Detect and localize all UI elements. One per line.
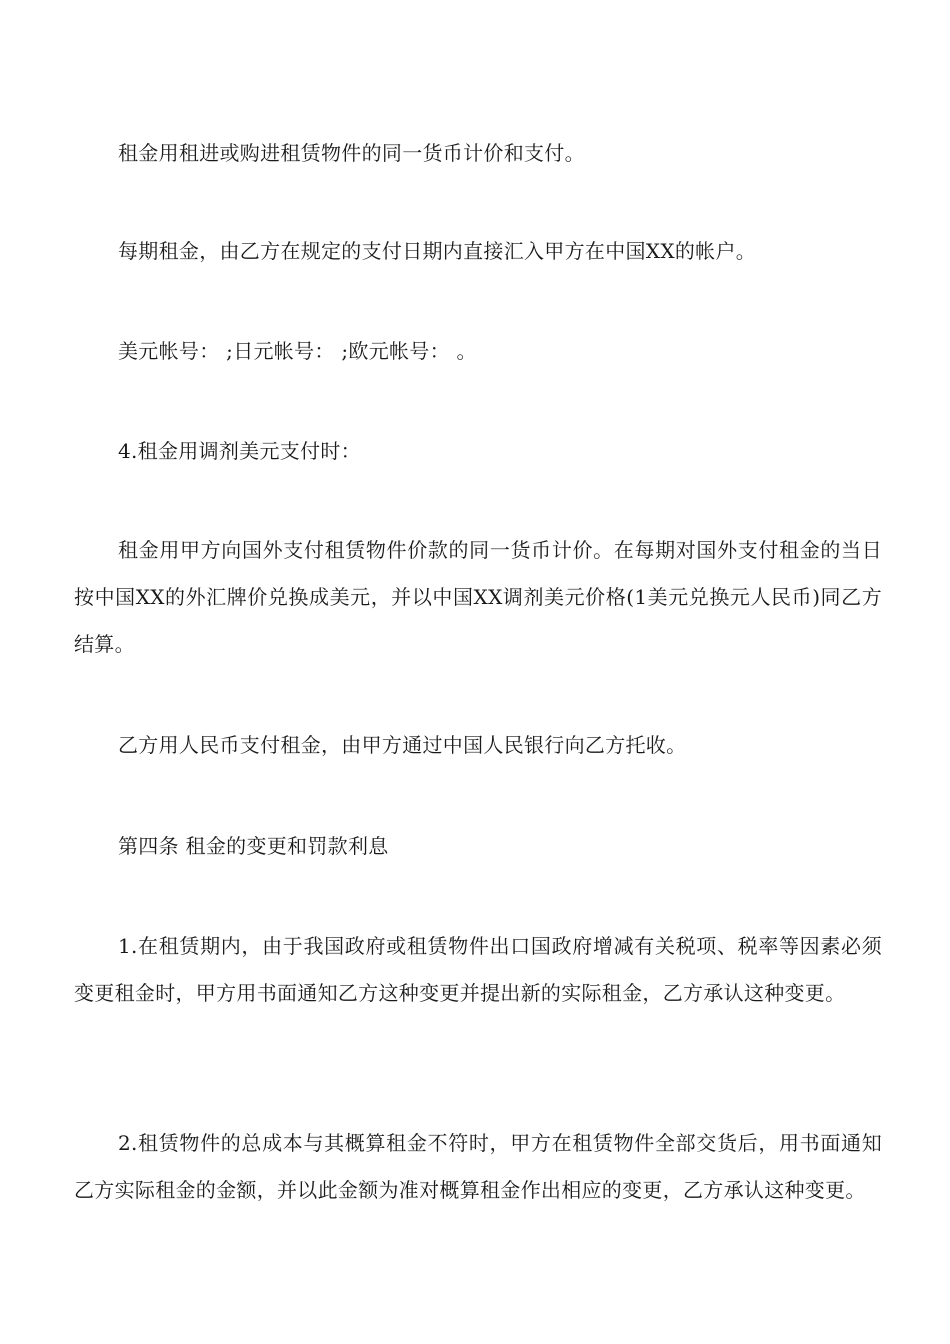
paragraph-cost-change: 2.租赁物件的总成本与其概算租金不符时，甲方在租赁物件全部交货后，用书面通知乙方实际租金的金额，并以此金额为准对概算租金作出相应的变更，乙方承认这种变更。	[74, 1131, 882, 1202]
article-four-heading: 第四条 租金的变更和罚款利息	[118, 834, 389, 858]
paragraph-tax-change: 1.在租赁期内，由于我国政府或租赁物件出口国政府增减有关税项、税率等因素必须变更租金时，甲方用书面通知乙方这种变更并提出新的实际租金，乙方承认这种变更。	[74, 934, 882, 1005]
paragraph-rmb-payment: 乙方用人民币支付租金，由甲方通过中国人民银行向乙方托收。	[118, 733, 687, 757]
paragraph-usd-adjustment-heading: 4.租金用调剂美元支付时：	[118, 439, 361, 463]
paragraph-usd-settlement: 租金用甲方向国外支付租赁物件价款的同一货币计价。在每期对国外支付租金的当日按中国XX的外汇牌价兑换成美元，并以中国XX调剂美元价格(1美元兑换元人民币)同乙方结算。	[74, 538, 882, 656]
paragraph-currency-pricing: 租金用租进或购进租赁物件的同一货币计价和支付。	[118, 141, 585, 165]
paragraph-account-numbers: 美元帐号： ;日元帐号： ;欧元帐号： 。	[118, 339, 477, 363]
paragraph-rent-remittance: 每期租金，由乙方在规定的支付日期内直接汇入甲方在中国XX的帐户。	[118, 239, 757, 263]
